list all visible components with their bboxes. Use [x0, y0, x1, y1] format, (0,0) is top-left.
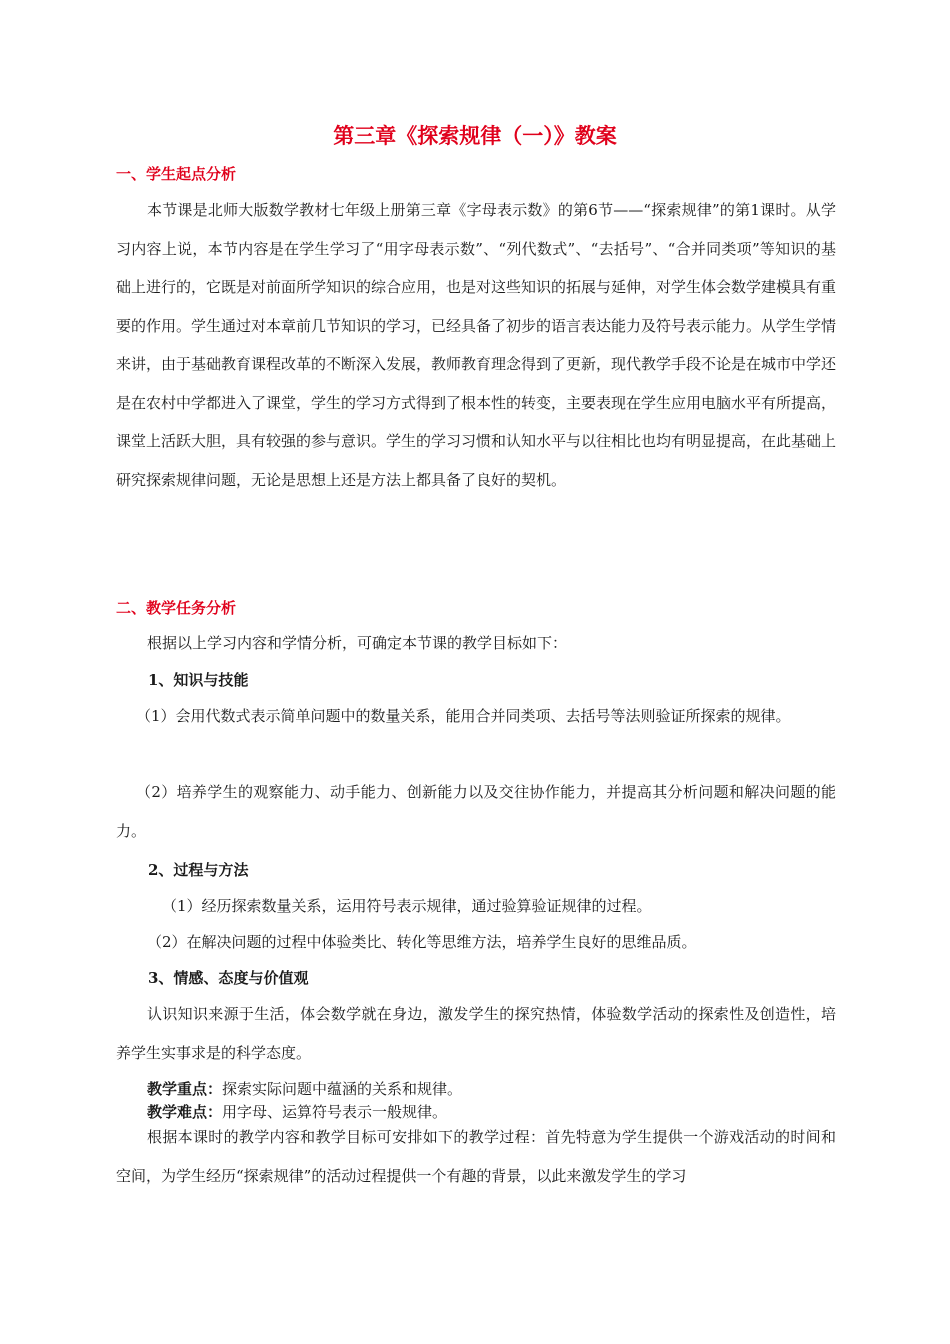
process-method-item-1: （1）经历探索数量关系，运用符号表示规律，通过验算验证规律的过程。: [162, 897, 652, 915]
knowledge-skills-item-1: （1）会用代数式表示简单问题中的数量关系，能用合并同类项、去括号等法则验证所探索的规律。: [136, 707, 791, 725]
difficult-point-label: 教学难点：: [147, 1103, 223, 1121]
task-analysis-intro: 根据以上学习内容和学情分析，可确定本节课的教学目标如下：: [147, 634, 568, 652]
document-title: 第三章《探索规律（一）》教案: [333, 123, 617, 148]
teaching-process-paragraph: 根据本课时的教学内容和教学目标可安排如下的教学过程：首先特意为学生提供一个游戏活动的时间和空间，为学生经历“探索规律”的活动过程提供一个有趣的背景，以此来激发学生的学习: [116, 1128, 836, 1185]
knowledge-skills-item-2: （2）培养学生的观察能力、动手能力、创新能力以及交往协作能力，并提高其分析问题和解决问题的能力。: [116, 783, 836, 840]
key-point-text: 探索实际问题中蕴涵的关系和规律。: [222, 1080, 463, 1098]
subheading-emotion-values: 3、情感、态度与价值观: [148, 969, 309, 987]
section-heading-task-analysis: 二、教学任务分析: [116, 599, 237, 617]
section-heading-student-analysis: 一、学生起点分析: [116, 165, 237, 183]
key-point-label: 教学重点：: [147, 1080, 223, 1098]
subheading-process-method: 2、过程与方法: [148, 861, 249, 879]
subheading-knowledge-skills: 1、知识与技能: [148, 671, 249, 689]
key-point-line: [116, 1078, 836, 1100]
student-analysis-paragraph: 本节课是北师大版数学教材七年级上册第三章《字母表示数》的第6节——“探索规律”的第1课时。从学习内容上说，本节内容是在学生学习了“用字母表示数”、“列代数式”、“去括号”、“合并同类项”等知识的基础上进行的，它既是对前面所学知识的综合应用，也是对这些知识的拓展与延伸，对学生体会数学建模具有重要的作用。学生通过对本章前几节知识的学习，已经具备了初步的语言表达能力及符号表示能力。从学生学情来讲，由于基础教育课程改革的不断深入发展，教师教育理念得到了更新，现代教学手段不论是在城市中学还是在农村中学都进入了课堂，学生的学习方式得到了根本性的转变，主要表现在学生应用电脑水平有所提高，课堂上活跃大胆，具有较强的参与意识。学生的学习习惯和认知水平与以往相比也均有明显提高，在此基础上研究探索规律问题，无论是思想上还是方法上都具备了良好的契机。: [116, 201, 837, 489]
difficult-point-text: 用字母、运算符号表示一般规律。: [222, 1103, 448, 1121]
process-method-item-2: （2）在解决问题的过程中体验类比、转化等思维方法，培养学生良好的思维品质。: [147, 933, 697, 951]
emotion-values-text: 认识知识来源于生活，体会数学就在身边，激发学生的探究热情，体验数学活动的探索性及创造性，培养学生实事求是的科学态度。: [116, 1005, 836, 1062]
